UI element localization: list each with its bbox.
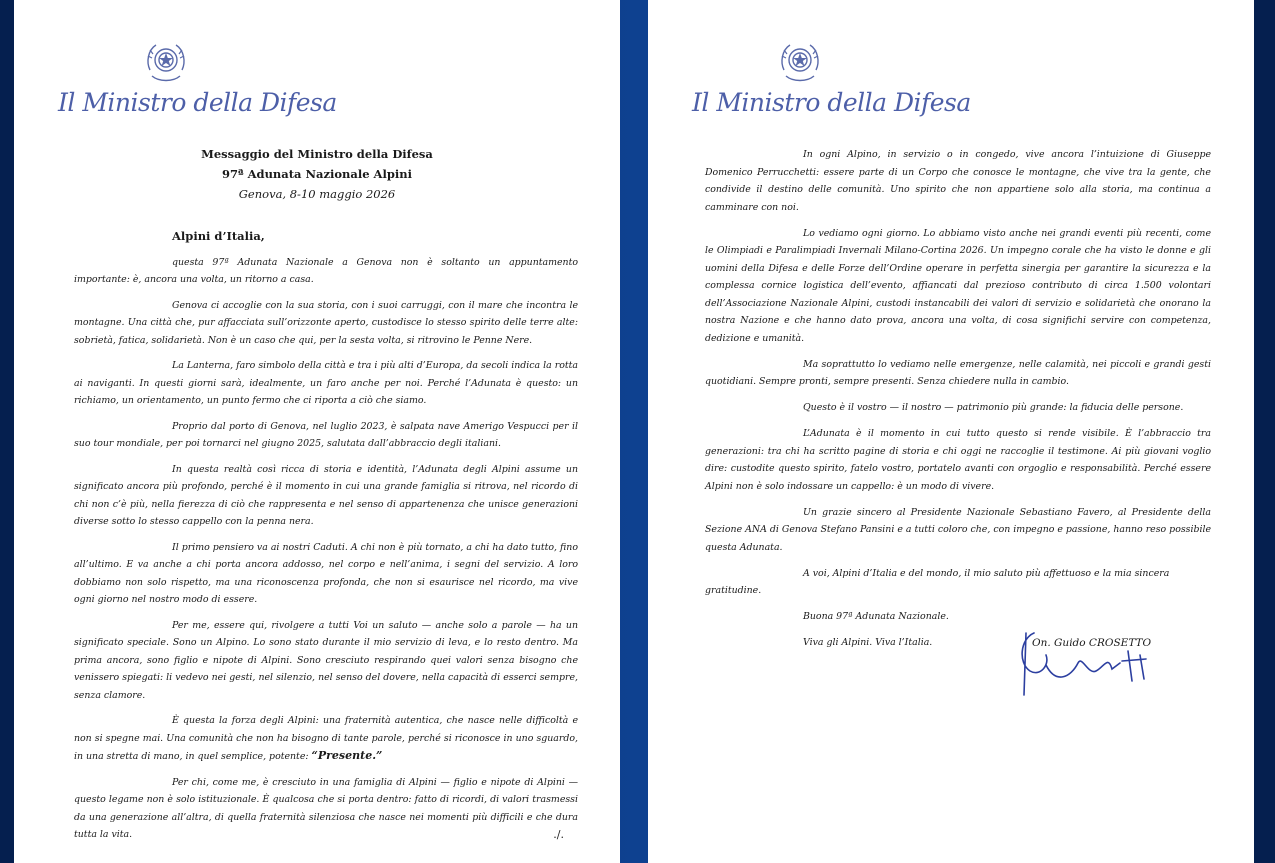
- paragraph: questa 97ª Adunata Nazionale a Genova non è soltanto un appuntamento importante: è, ancora una volta, un ritorno a casa.: [74, 256, 578, 285]
- paragraph: Proprio dal porto di Genova, nel luglio 2023, è salpata nave Amerigo Vespucci per il suo tour mondiale, per poi tornarci nel giugno 2025, salutata dall’abbraccio degli italiani.: [74, 420, 578, 449]
- paragraph: [74, 712, 578, 766]
- strength-text: È questa la forza degli Alpini: una fraternità autentica, che nasce nelle difficoltà e non si spegne mai. Una comunità che non ha bisogno di tante parole, perché si riconosce in uno sguardo, in una stretta di mano, in quel semplice, potente:: [74, 715, 578, 762]
- letter-body-right: [705, 146, 1211, 660]
- letter-body-left: [74, 228, 578, 852]
- paragraph: Un grazie sincero al Presidente Nazionale Sebastiano Favero, al Presidente della Sezione ANA di Genova Stefano Pansini e a tutti coloro che, con impegno e passione, hanno reso possibile questa Adunata.: [705, 506, 1211, 553]
- paragraph: Per chi, come me, è cresciuto in una famiglia di Alpini — figlio e nipote di Alpini — questo legame non è solo istituzionale. È qualcosa che si porta dentro: fatto di ricordi, di valori trasmessi da una generazione all’altra, di quella fraternità silenziosa che nasce nei momenti più difficili e che dura tutta la vita.: [74, 776, 578, 840]
- continued-mark: ./.: [553, 828, 564, 841]
- paragraph: La Lanterna, faro simbolo della città e tra i più alti d’Europa, da secoli indica la rotta ai naviganti. In questi giorni sarà, idealmente, un faro anche per noi. Perché l’Adunata è questo: un richiamo, un orientamento, un punto fermo che ci riporta a ciò che siamo.: [74, 360, 578, 406]
- heading-event: 97ª Adunata Nazionale Alpini: [222, 167, 412, 181]
- italian-republic-emblem-icon: [778, 40, 822, 86]
- heading-date: Genova, 8-10 maggio 2026: [238, 187, 396, 201]
- ministry-letterhead: Il Ministro della Difesa: [58, 88, 337, 117]
- letter-page-2: [648, 0, 1254, 863]
- italian-republic-emblem-icon: [144, 40, 188, 86]
- paragraph: Buona 97ª Adunata Nazionale.: [803, 611, 949, 622]
- signer-name: On. Guido CROSETTO: [1032, 637, 1152, 649]
- paragraph: In questa realtà così ricca di storia e identità, l’Adunata degli Alpini assume un significato ancora più profondo, perché è il momento in cui una grande famiglia si ritrova, nel ricordo di chi non c’è più, nella fierezza di ciò che rappresenta e nel senso di appartenenza che unisce generazioni diverse sotto lo stesso cappello con la penna nera.: [74, 463, 578, 527]
- paragraph: Genova ci accoglie con la sua storia, con i suoi carruggi, con il mare che incontra le montagne. Una città che, pur affacciata sull’orizzonte aperto, custodisce lo stesso spirito delle terre alte: sobrietà, fatica, solidarietà. Non è un caso che qui, per la sesta volta, si ritrovino le Penne Nere.: [74, 299, 578, 346]
- background-edge-right: [1254, 0, 1275, 863]
- presente-quote: “Presente.”: [311, 749, 383, 762]
- paragraph: Il primo pensiero va ai nostri Caduti. A chi non è più tornato, a chi ha dato tutto, fino all’ultimo. E va anche a chi porta ancora addosso, nel corpo e nell’anima, i segni del servizio. A loro dobbiamo non solo rispetto, ma una riconoscenza profonda, che non si esaurisce nel ricordo, ma vive ogni giorno nel nostro modo di essere.: [74, 541, 578, 605]
- background-edge-left: [0, 0, 14, 863]
- paragraph: Questo è il vostro — il nostro — patrimonio più grande: la fiducia delle persone.: [803, 402, 1184, 413]
- paragraph: Viva gli Alpini. Viva l’Italia.: [803, 637, 933, 648]
- letter-page-1: [14, 0, 620, 863]
- paragraph: A voi, Alpini d’Italia e del mondo, il mio saluto più affettuoso e la mia sincera gratitudine.: [705, 567, 1170, 596]
- heading-title: Messaggio del Ministro della Difesa: [201, 147, 433, 161]
- paragraph: Lo vediamo ogni giorno. Lo abbiamo visto anche nei grandi eventi più recenti, come le Olimpiadi e Paralimpiadi Invernali Milano-Cortina 2026. Un impegno corale che ha visto le donne e gli uomini della Difesa e delle Forze dell’Ordine operare in perfetta sinergia per garantire la sicurezza e la complessa cornice logistica dell’evento, affiancati dal prezioso contributo di circa 1.500 volontari dell’Associazione Nazionale Alpini, custodi instancabili dei valori di servizio e solidarietà che onorano la nostra Nazione e che hanno dato prova, ancora una volta, di cosa significhi servire con competenza, dedizione e umanità.: [705, 227, 1211, 344]
- salutation: Alpini d’Italia,: [172, 229, 265, 243]
- paragraph: In ogni Alpino, in servizio o in congedo, vive ancora l’intuizione di Giuseppe Domenico Perrucchetti: essere parte di un Corpo che conosce le montagne, che vive tra la gente, che condivide il destino delle comunità. Uno spirito che non appartiene solo alla storia, ma continua a camminare con noi.: [705, 149, 1211, 213]
- ministry-letterhead: Il Ministro della Difesa: [692, 88, 971, 117]
- message-heading: [14, 144, 620, 204]
- paragraph: Ma soprattutto lo vediamo nelle emergenze, nelle calamità, nei piccoli e grandi gesti quotidiani. Sempre pronti, sempre presenti. Senza chiedere nulla in cambio.: [705, 358, 1211, 387]
- paragraph: L’Adunata è il momento in cui tutto questo si rende visibile. È l’abbraccio tra generazioni: tra chi ha scritto pagine di storia e chi oggi ne raccoglie il testimone. Ai più giovani voglio dire: custodite questo spirito, fatelo vostro, portatelo avanti con orgoglio e responsabilità. Perché essere Alpini non è solo indossare un cappello: è un modo di vivere.: [705, 428, 1211, 492]
- paragraph: Per me, essere qui, rivolgere a tutti Voi un saluto — anche solo a parole — ha un significato speciale. Sono un Alpino. Lo sono stato durante il mio servizio di leva, e lo resto dentro. Ma prima ancora, sono figlio e nipote di Alpini. Sono cresciuto respirando quei valori senza bisogno che venissero spiegati: li vedevo nei gesti, nel silenzio, nel senso del dovere, nella capacità di esserci sempre, senza clamore.: [74, 619, 578, 701]
